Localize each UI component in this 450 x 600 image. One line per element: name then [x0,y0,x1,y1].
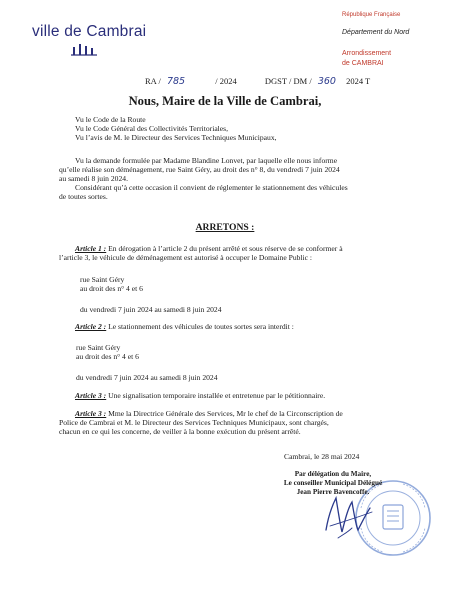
arrondissement-label [342,49,391,69]
article-2-text: Le stationnement des véhicules de toutes sortes sera interdit : [108,322,294,331]
signer-name: Jean Pierre Bavencoffe. [296,488,370,496]
delegation-line: Par délégation du Maire, [294,470,372,478]
consider-line-2: de toutes sortes. [59,192,108,201]
request-line-3: au samedi 8 juin 2024. [59,174,128,183]
consider-line-1: Considérant qu’à cette occasion il convient de réglementer le stationnement des véhicules [75,183,348,192]
article-3-text: Une signalisation temporaire installée et entretenue par le pétitionnaire. [108,391,326,400]
article-2-line [75,322,294,331]
consideration-3: Vu l’avis de M. le Directeur des Services Techniques Municipaux, [75,133,277,142]
article-2-numbers: au droit des n° 4 et 6 [76,352,139,361]
ra-prefix: RA / [145,76,161,86]
handwritten-signature-icon [318,488,378,548]
article-1-text: En dérogation à l’article 2 du présent arrêté et sous réserve de se conformer à [108,244,343,253]
article-4-line-1 [75,409,343,418]
article-1-dates: du vendredi 7 juin 2024 au samedi 8 juin 2024 [80,305,222,314]
article-1-numbers: au droit des n° 4 et 6 [80,284,143,293]
article-1-label: Article 1 : [75,244,107,253]
article-2-dates: du vendredi 7 juin 2024 au samedi 8 juin 2024 [76,373,218,382]
consideration-1: Vu le Code de la Route [75,115,146,124]
article-4-line-3: chacun en ce qui les concerne, de veiller à la bonne exécution du présent arrêté. [59,427,301,436]
consideration-2: Vu le Code Général des Collectivités Territoriales, [75,124,229,133]
article-1-street: rue Saint Géry [80,275,125,284]
republic-label: République Française [342,12,401,18]
arrondissement-line-2: de CAMBRAI [342,60,384,67]
reference-line [145,76,415,87]
article-3-label: Article 3 : [75,391,107,400]
article-1-line-2: l’article 3, le véhicule de déménagement est autorisé à occuper le Domaine Public : [59,253,313,262]
place-date: Cambrai, le 28 mai 2024 [284,452,360,461]
arrondissement-line-1: Arrondissement [342,50,392,57]
role-line: Le conseiller Municipal Délégué [283,479,383,487]
request-line-1: Vu la demande formulée par Madame Blandine Lonvet, par laquelle elle nous informe [75,156,338,165]
article-4-label: Article 3 : [75,409,107,418]
article-2-street: rue Saint Géry [76,343,121,352]
article-3-line [75,391,325,400]
dgst-prefix: DGST / DM / [264,76,312,86]
department-label: Département du Nord [342,29,410,36]
dgst-year: 2024 T [346,76,371,86]
ra-year: / 2024 [215,76,237,86]
article-2-label: Article 2 : [75,322,107,331]
article-1-line-1 [75,244,343,253]
ra-number: 785 [166,76,186,87]
dgst-number: 360 [317,76,336,87]
article-4-text-1: Mme la Directrice Générale des Services, Mr le chef de la Circonscription de [108,409,343,418]
city-logo-icon [70,42,100,56]
article-4-line-2: Police de Cambrai et M. le Directeur des Services Techniques Municipaux, sont chargés, [59,418,329,427]
request-line-2: qu’elle réalise son déménagement, rue Saint Géry, au droit des n° 8, du vendredi 7 juin 2024 [59,165,340,174]
city-logo-text: ville de Cambrai [32,23,147,40]
arretons-heading: ARRETONS : [195,222,255,233]
decree-title: Nous, Maire de la Ville de Cambrai, [128,94,322,108]
